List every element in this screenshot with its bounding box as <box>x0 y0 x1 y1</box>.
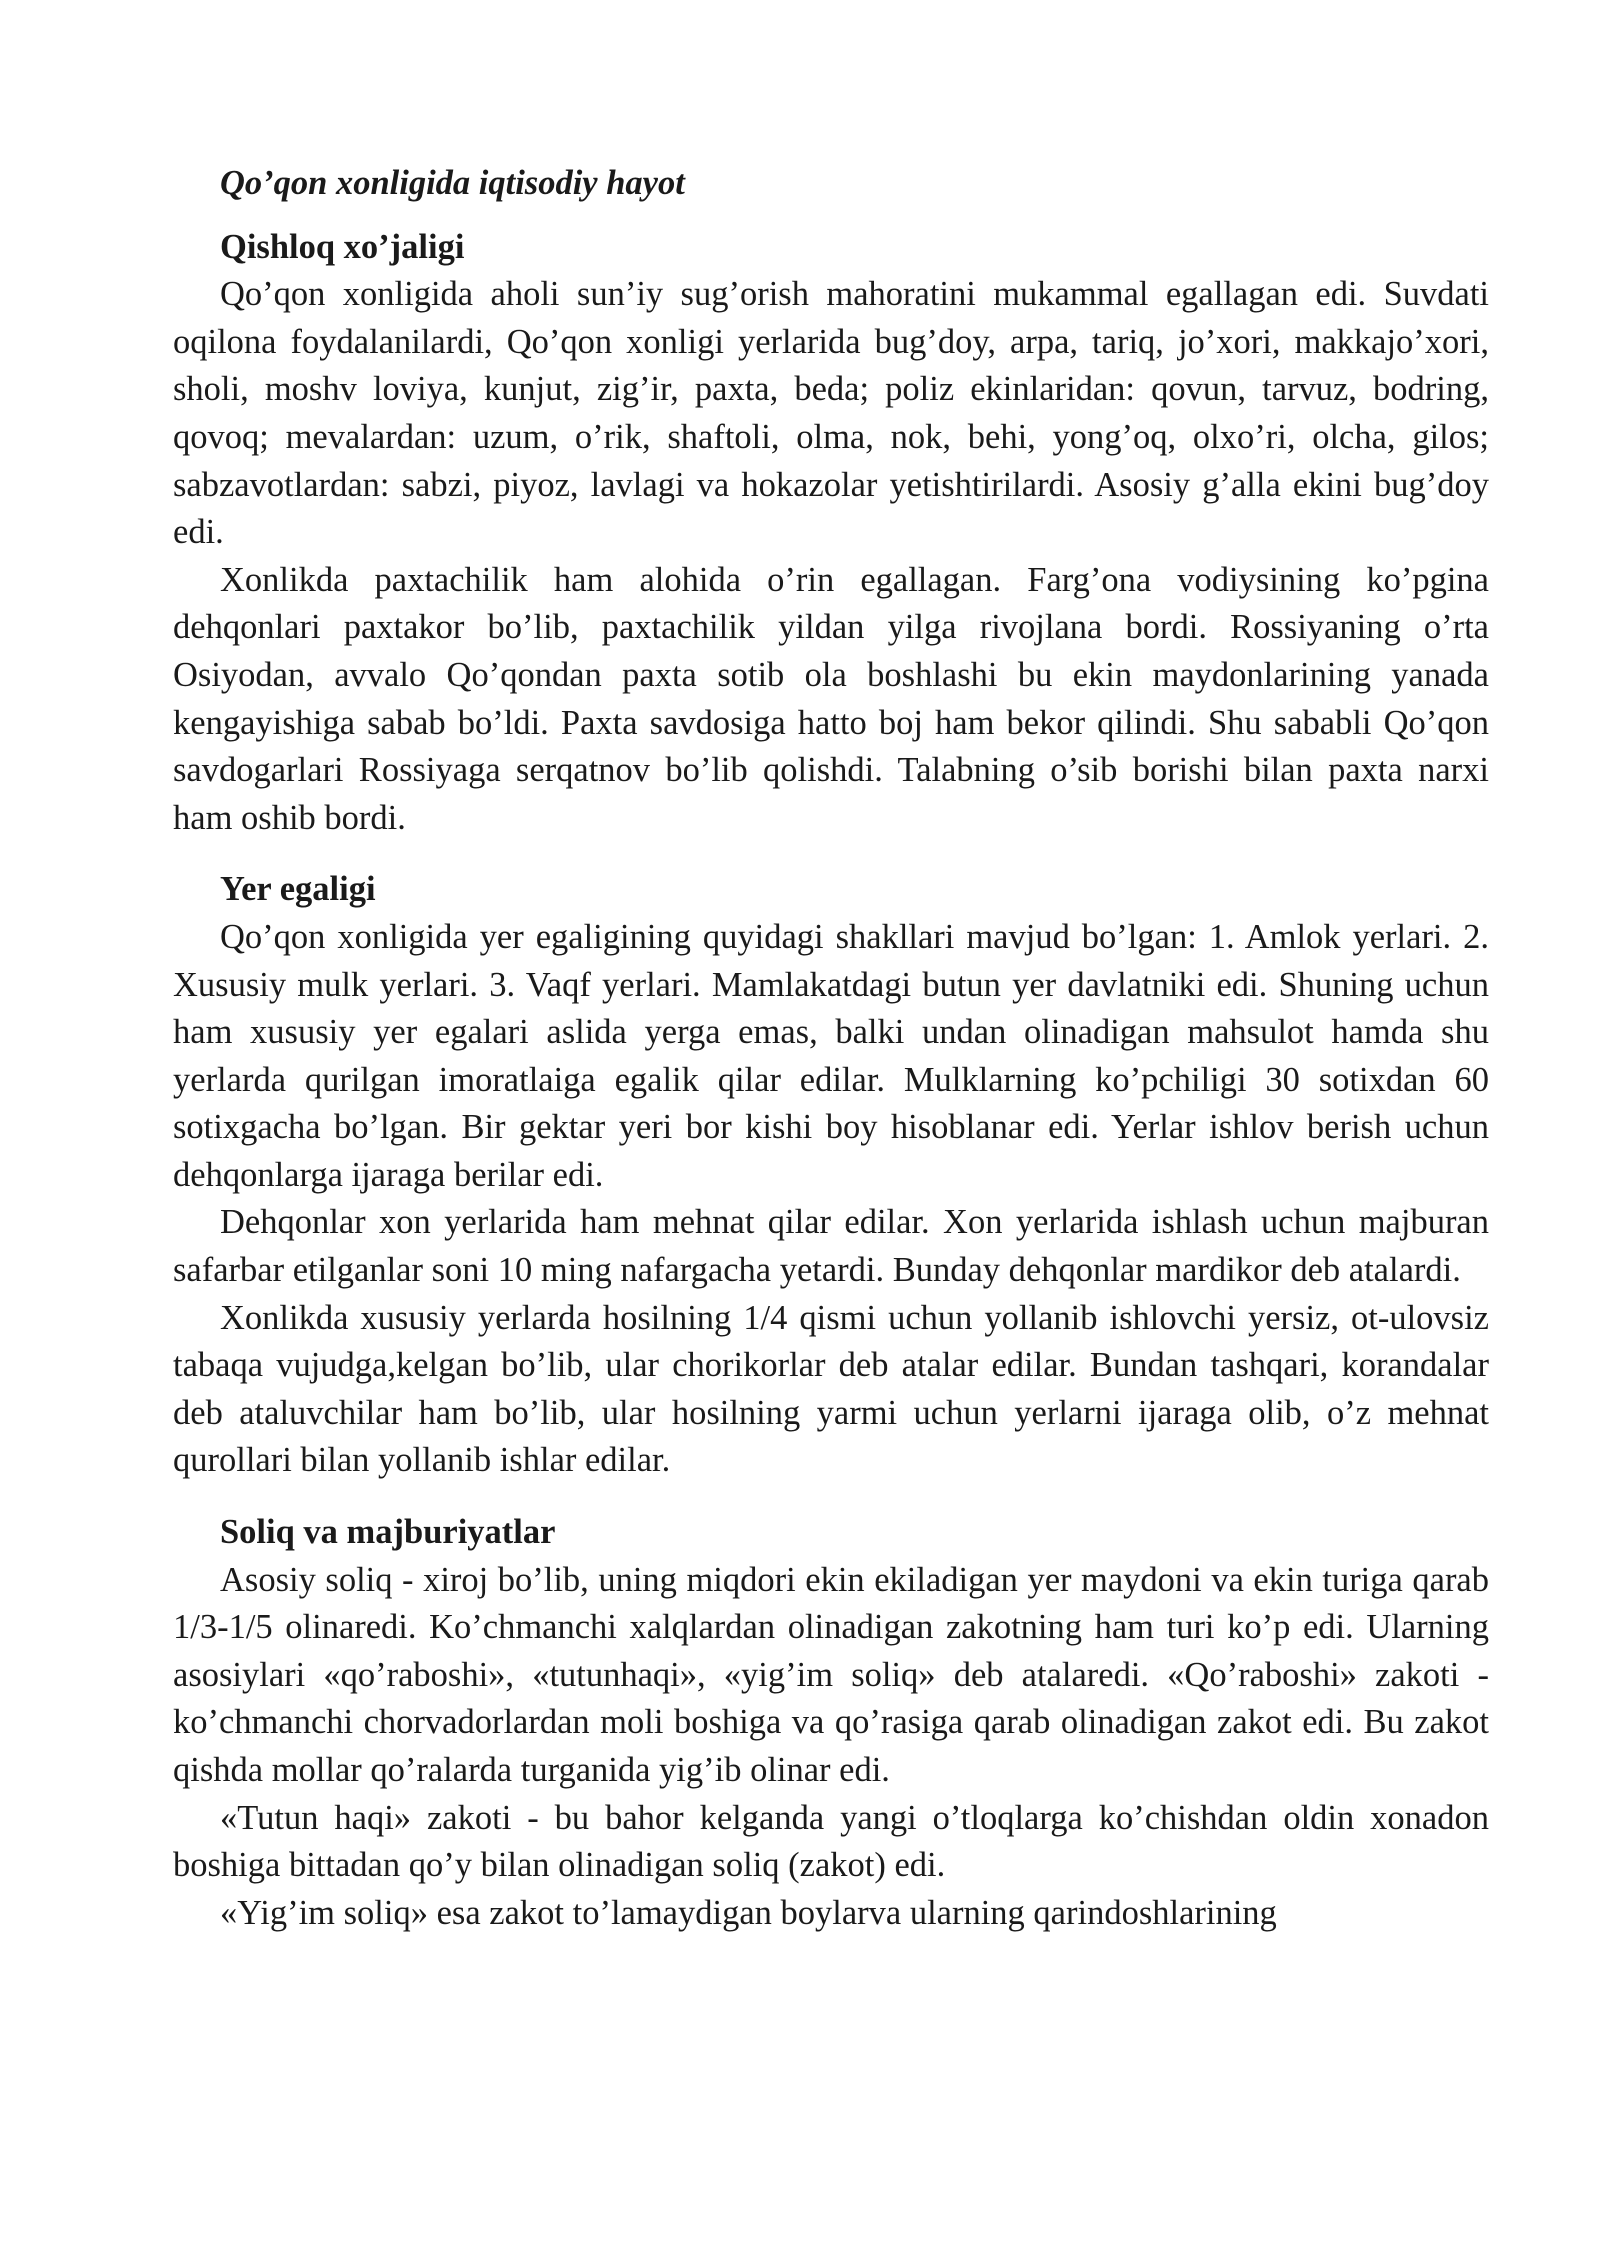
section-heading: Qishloq xo’jaligi <box>220 227 465 266</box>
section-heading: Soliq va majburiyatlar <box>220 1513 556 1552</box>
paragraph: Xonlikda xususiy yerlarda hosilning 1/4 qismi uchun yollanib ishlovchi yersiz, ot-ulovsiz tabaqa vujudga,kelgan bo’lib, ular chorikorlar deb atalar edilar. Bundan tashqari, korandalar deb ataluvchilar ham bo’lib, ular hosilning yarmi uchun yerlarni ijaraga olib, o’z mehnat qurollari bilan yollanib ishlar edilar. <box>173 1298 1489 1480</box>
paragraph: Dehqonlar xon yerlarida ham mehnat qilar edilar. Xon yerlarida ishlash uchun majburan safarbar etilganlar soni 10 ming nafargacha yetardi. Bunday dehqonlar mardikor deb atalardi. <box>173 1203 1489 1290</box>
paragraph: Xonlikda paxtachilik ham alohida o’rin egallagan. Farg’ona vodiysining ko’pgina dehqonlari paxtakor bo’lib, paxtachilik yildan yilga rivojlana bordi. Rossiyaning o’rta Osiyodan, avvalo Qo’qondan paxta sotib ola boshlashi bu ekin maydonlarining yanada kengayishiga sabab bo’ldi. Paxta savdosiga hatto boj ham bekor qilindi. Shu sababli Qo’qon savdogarlari Rossiyaga serqatnov bo’lib qolishdi. Talabning o’sib borishi bilan paxta narxi ham oshib bordi. <box>173 560 1489 837</box>
section-agriculture <box>173 224 1489 843</box>
section-taxes <box>173 1509 1489 1937</box>
paragraph: «Tutun haqi» zakoti - bu bahor kelganda yangi o’tloqlarga ko’chishdan oldin xonadon boshiga bittadan qo’y bilan olinadigan soliq (zakot) edi. <box>173 1798 1489 1885</box>
section-land-ownership <box>173 866 1489 1485</box>
section-heading: Yer egaligi <box>220 870 376 909</box>
paragraph: Qo’qon xonligida aholi sun’iy sug’orish mahoratini mukammal egallagan edi. Suvdati oqilona foydalanilardi, Qo’qon xonligi yerlarida bug’doy, arpa, tariq, jo’xori, makkajo’xori, sholi, moshv loviya, kunjut, zig’ir, paxta, beda; poliz ekinlaridan: qovun, tarvuz, bodring, qovoq; mevalardan: uzum, o’rik, shaftoli, olma, nok, behi, yong’oq, olxo’ri, olcha, gilos; sabzavotlardan: sabzi, piyoz, lavlagi va hokazolar yetishtirilardi. Asosiy g’alla ekini bug’doy edi. <box>173 275 1489 552</box>
document-title: Qo’qon xonligida iqtisodiy hayot <box>220 164 685 202</box>
paragraph: Qo’qon xonligida yer egaligining quyidagi shakllari mavjud bo’lgan: 1. Amlok yerlari. 2. Xususiy mulk yerlari. 3. Vaqf yerlari. Mamlakatdagi butun yer davlatniki edi. Shuning uchun ham xususiy yer egalari aslida yerga emas, balki undan olinadigan mahsulot hamda shu yerlarda qurilgan imoratlaiga egalik qilar edilar. Mulklarning ko’pchiligi 30 sotixdan 60 sotixgacha bo’lgan. Bir gektar yeri bor kishi boy hisoblanar edi. Yerlar ishlov berish uchun dehqonlarga ijaraga berilar edi. <box>173 917 1489 1194</box>
paragraph: «Yig’im soliq» esa zakot to’lamaydigan boylarva ularning qarindoshlarining <box>220 1893 1277 1932</box>
paragraph: Asosiy soliq - xiroj bo’lib, uning miqdori ekin ekiladigan yer maydoni va ekin turiga qarab 1/3-1/5 olinaredi. Ko’chmanchi xalqlardan olinadigan zakotning ham turi ko’p edi. Ularning asosiylari «qo’raboshi», «tutunhaqi», «yig’im soliq» deb atalaredi. «Qo’raboshi» zakoti - ko’chmanchi chorvadorlardan moli boshiga va qo’rasiga qarab olinadigan zakot edi. Bu zakot qishda mollar qo’ralarda turganida yig’ib olinar edi. <box>173 1560 1489 1789</box>
document-page <box>173 160 1489 1937</box>
